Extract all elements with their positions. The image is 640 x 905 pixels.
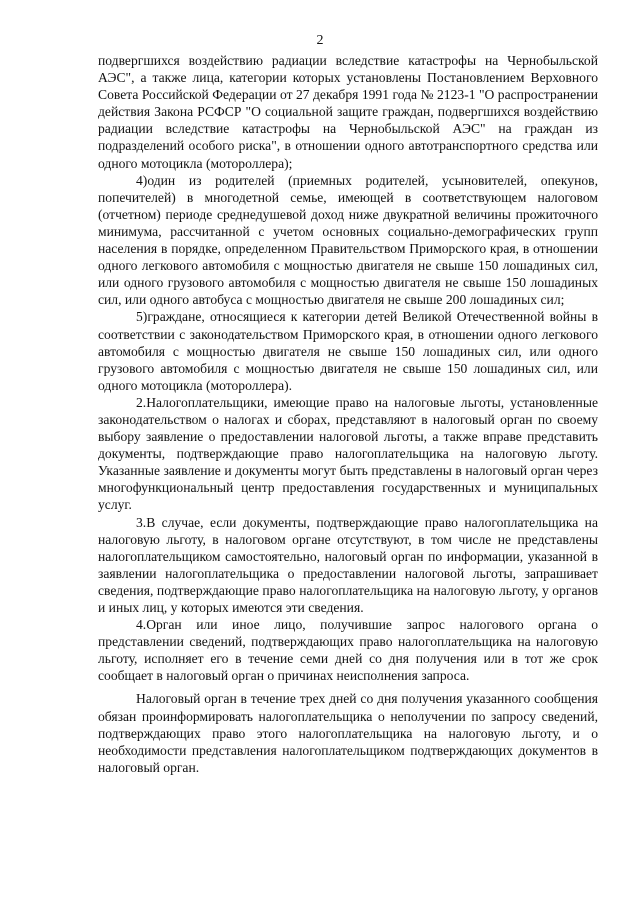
paragraph-item-5: 5)граждане, относящиеся к категории детей Великой Отечественной войны в соответствии с законодательством Приморского края, в отношении одного легкового автомобиля с мощностью двигателя не свыше 150 лошадиных сил, или одного грузового автомобиля с мощностью двигателя не свыше 150 лошадиных сил, или одного мотоцикла (мотороллера). bbox=[98, 309, 598, 393]
paragraph-clause-2: 2.Налогоплательщики, имеющие право на налоговые льготы, установленные законодательством о налогах и сборах, представляют в налоговый орган по своему выбору заявление о предоставлении налоговой льготы, а также вправе представить документы, подтверждающие право налогоплательщика на налоговую льготу. Указанные заявление и документы могут быть представлены в налоговый орган через многофункциональный центр предоставления государственных и муниципальных услуг. bbox=[98, 394, 598, 513]
document-body bbox=[98, 52, 598, 776]
paragraph-item-4: 4)один из родителей (приемных родителей, усыновителей, опекунов, попечителей) в многодетной семье, имеющей в соответствующем налоговом (отчетном) периоде среднедушевой доход ниже двукратной величины прожиточного минимума, рассчитанной с учетом основных социально-демографических групп населения в порядке, определенном Правительством Приморского края, в отношении одного легкового автомобиля с мощностью двигателя не свыше 150 лошадиных сил, или одного грузового автомобиля с мощностью двигателя не свыше 150 лошадиных сил, или одного автобуса с мощностью двигателя не свыше 200 лошадиных сил; bbox=[98, 172, 598, 308]
paragraph-clause-4: 4.Орган или иное лицо, получившие запрос налогового органа о представлении сведений, подтверждающих право налогоплательщика на налоговую льготу, исполняет его в течение семи дней со дня получения или в тот же срок сообщает в налоговый орган о причинах неисполнения запроса. bbox=[98, 617, 598, 684]
paragraph-tax-authority-notice: Налоговый орган в течение трех дней со дня получения указанного сообщения обязан проинформировать налогоплательщика о неполучении по запросу сведений, подтверждающих право этого налогоплательщика на налоговую льготу, и о необходимости представления налогоплательщиком подтверждающих документов в налоговый орган. bbox=[98, 691, 598, 775]
paragraph-continuation: подвергшихся воздействию радиации вследствие катастрофы на Чернобыльской АЭС", а также лица, категории которых установлены Постановлением Верховного Совета Российской Федерации от 27 декабря 1991 года № 2123-1 "О распространении действия Закона РСФСР "О социальной защите граждан, подвергшихся воздействию радиации вследствие катастрофы на Чернобыльской АЭС" на граждан из подразделений особого риска", в отношении одного автотранспортного средства или одного мотоцикла (мотороллера); bbox=[98, 53, 598, 171]
paragraph-clause-3: 3.В случае, если документы, подтверждающие право налогоплательщика на налоговую льготу, в налоговом органе отсутствуют, в том числе не представлены налогоплательщиком самостоятельно, налоговый орган по информации, указанной в заявлении налогоплательщика о предоставлении налоговой льготы, запрашивает сведения, подтверждающие право налогоплательщика на налоговую льготу, у органов и иных лиц, у которых имеются эти сведения. bbox=[98, 514, 598, 615]
page-number: 2 bbox=[316, 33, 324, 48]
